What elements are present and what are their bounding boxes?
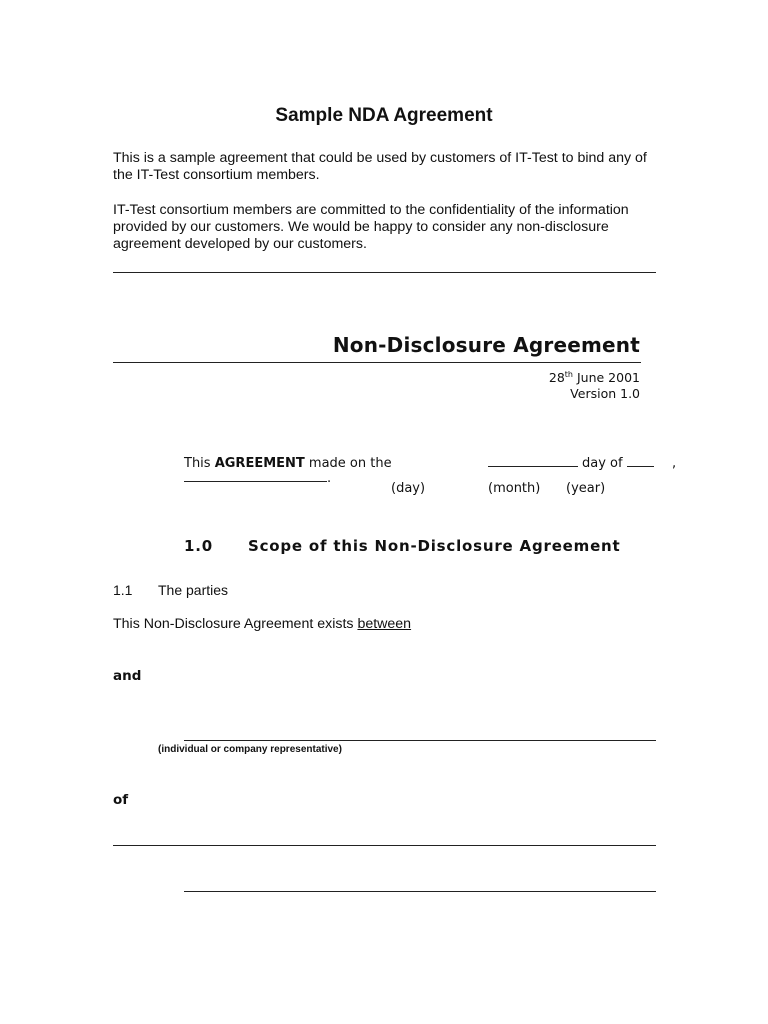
- exists-statement: [113, 616, 411, 632]
- between-word: between: [357, 616, 412, 632]
- of-label: of: [113, 792, 129, 808]
- address-line-2[interactable]: [184, 891, 656, 892]
- party-name-line[interactable]: [184, 740, 656, 741]
- date-month-year: June 2001: [573, 370, 640, 386]
- period: .: [327, 471, 332, 486]
- day-of-label: day of: [582, 456, 623, 471]
- nda-title: Non-Disclosure Agreement: [332, 333, 640, 357]
- exists-text: This Non-Disclosure Agreement exists: [113, 616, 358, 632]
- subsection-number: 1.1: [113, 582, 133, 598]
- section-heading: [184, 537, 621, 555]
- agreement-made-on: made on the: [304, 456, 392, 471]
- representative-label: (individual or company representative): [158, 744, 342, 755]
- title-underline: [113, 362, 641, 363]
- date-day: 28: [548, 370, 565, 386]
- intro-paragraph: IT-Test consortium members are committed to the confidentiality of the information provided by our customers. We would be happy to consider any non-disclosure agreement developed by our customers.: [113, 202, 629, 252]
- section-number: 1.0: [184, 537, 213, 555]
- agreement-prefix: This: [184, 456, 215, 471]
- month-blank[interactable]: [627, 452, 654, 467]
- and-label: and: [113, 668, 142, 684]
- agreement-line-year: [184, 467, 331, 486]
- day-label: (day): [391, 481, 426, 496]
- agreement-word: AGREEMENT: [214, 456, 305, 471]
- date-suffix: th: [564, 370, 574, 379]
- year-blank[interactable]: [184, 467, 327, 482]
- intro-paragraph: This is a sample agreement that could be used by customers of IT-Test to bind any of the IT-Test consortium members.: [113, 150, 647, 183]
- document-title: Sample NDA Agreement: [275, 105, 493, 126]
- year-label: (year): [566, 481, 606, 496]
- subsection-heading: [113, 582, 228, 598]
- nda-version: Version 1.0: [570, 386, 640, 401]
- month-label: (month): [488, 481, 541, 496]
- day-blank[interactable]: [488, 452, 578, 467]
- section-title: Scope of this Non-Disclosure Agreement: [248, 537, 621, 555]
- nda-date: [549, 370, 640, 385]
- comma: ,: [672, 456, 677, 471]
- address-line-1[interactable]: [113, 845, 656, 846]
- separator-line: [113, 272, 656, 273]
- subsection-title: The parties: [158, 582, 229, 598]
